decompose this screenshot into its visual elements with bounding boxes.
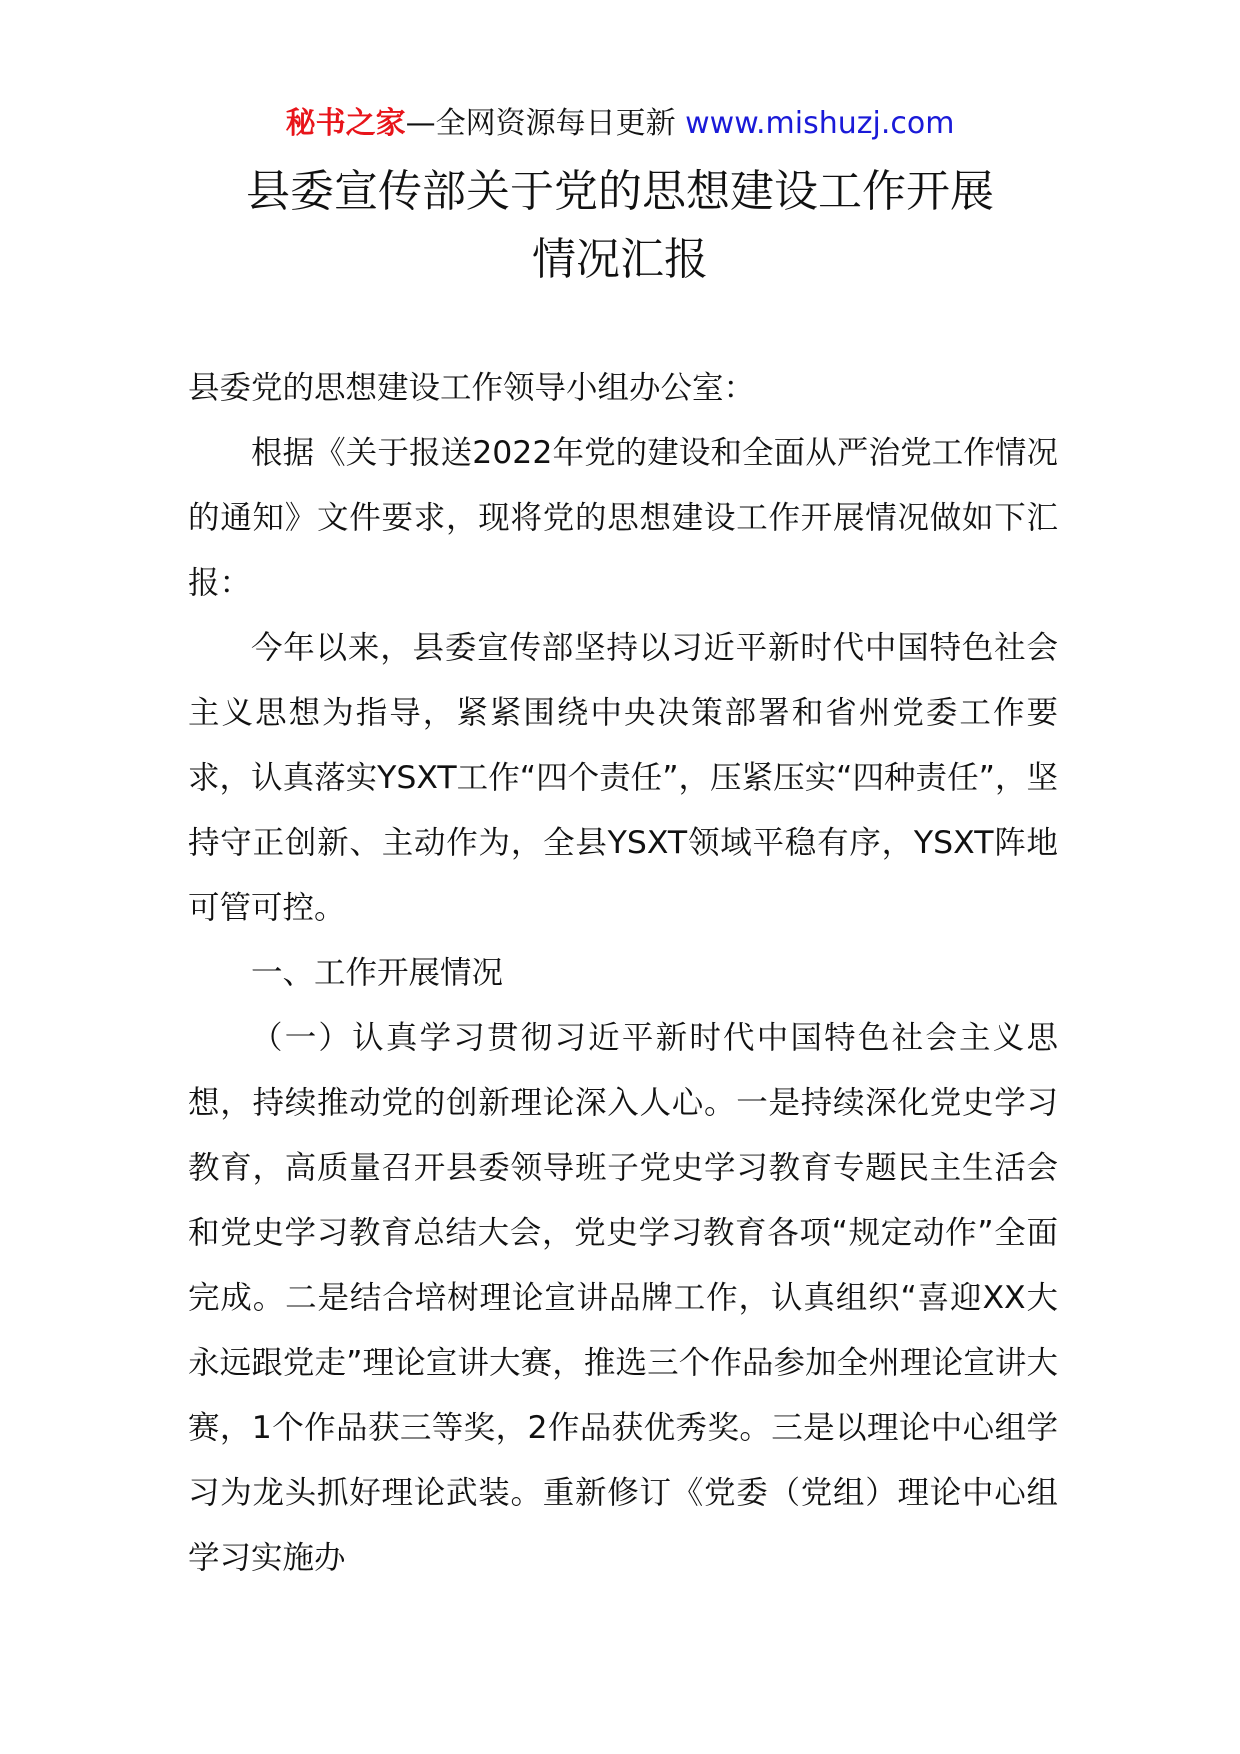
title-line-2: 情况汇报: [532, 234, 708, 285]
site-header: [0, 102, 1240, 146]
brand-name: 秘书之家: [285, 106, 406, 141]
header-tagline: —全网资源每日更新: [405, 106, 686, 141]
document-body: [188, 356, 1058, 1591]
site-url-link[interactable]: www.mishuzj.com: [685, 106, 955, 141]
document-title: [0, 158, 1240, 294]
section-heading: 一、工作开展情况: [251, 955, 504, 991]
paragraph-section-1: （一）认真学习贯彻习近平新时代中国特色社会主义思想，持续推动党的创新理论深入人心。一是持续深化党史学习教育，高质量召开县委领导班子党史学习教育专题民主生活会和党史学习教育总结大会，党史学习教育各项“规定动作”全面完成。二是结合培树理论宣讲品牌工作，认真组织“喜迎XX大永远跟党走”理论宣讲大赛，推选三个作品参加全州理论宣讲大赛，1个作品获三等奖，2作品获优秀奖。三是以理论中心组学习为龙头抓好理论武装。重新修订《党委（党组）理论中心组学习实施办: [188, 1020, 1058, 1576]
paragraph-overview: 今年以来，县委宣传部坚持以习近平新时代中国特色社会主义思想为指导，紧紧围绕中央决策部署和省州党委工作要求，认真落实YSXT工作“四个责任”，压紧压实“四种责任”，坚持守正创新、主动作为，全县YSXT领域平稳有序，YSXT阵地可管可控。: [188, 630, 1058, 926]
paragraph-intro: 根据《关于报送2022年党的建设和全面从严治党工作情况的通知》文件要求，现将党的思想建设工作开展情况做如下汇报：: [188, 435, 1058, 601]
title-line-1: 县委宣传部关于党的思想建设工作开展: [246, 166, 994, 217]
salutation: 县委党的思想建设工作领导小组办公室：: [188, 370, 756, 406]
